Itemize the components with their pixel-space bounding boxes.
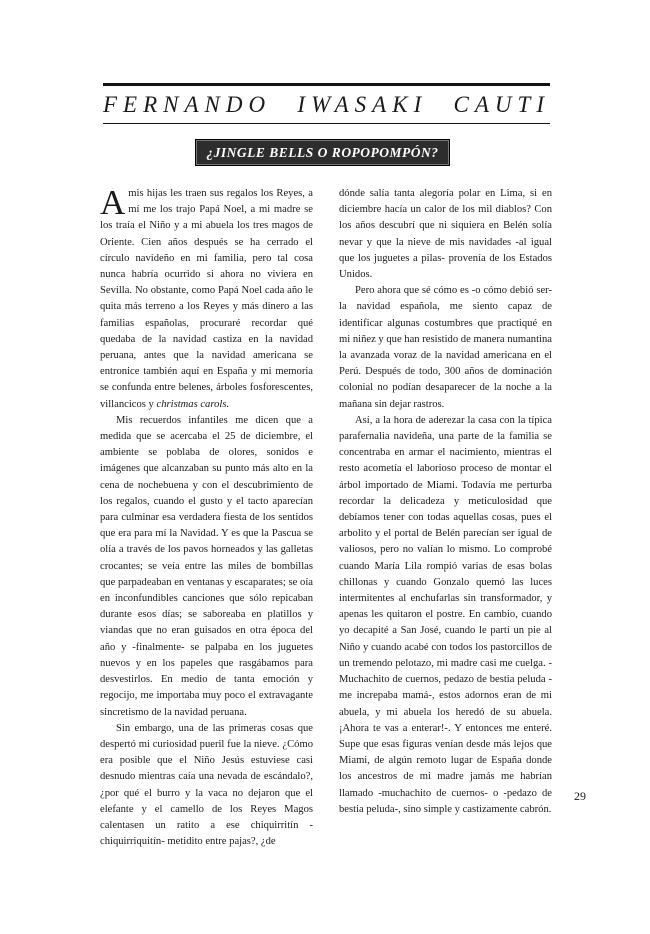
italic-phrase: christmas carols. bbox=[156, 398, 230, 410]
page-number: 29 bbox=[574, 789, 586, 803]
paragraph bbox=[100, 183, 313, 413]
paragraph: dónde salía tanta alegoría polar en Lima, si en diciembre hacía un calor de los mil diablos? Con los años descubrí que ni siquiera en Belén solía nevar y que la nieve de mis navidades -al igual que los juguetes a pilas- provenía de los Estados Unidos. bbox=[339, 188, 552, 281]
paragraph: Sin embargo, una de las primeras cosas que despertó mi curiosidad pueril fue la nieve. ¿Cómo era posible que el Niño Jesús estuviese casi desnudo mientras caía una nevada de escándalo?, ¿por qué el burro y la vaca no dejaron que el elefante y el camello de los Reyes Magos calentasen un ratito a ese chiquirritín -chiquirriquitín- metidito entre pajas?, ¿de bbox=[100, 722, 313, 848]
article-title: ¿JINGLE BELLS O ROPOPOMPÓN? bbox=[195, 139, 450, 166]
paragraph: Así, a la hora de aderezar la casa con la típica parafernalia navideña, una parte de la familia se concentraba en armar el nacimiento, mientras el resto acometía el laborioso proceso de montar el árbol importado de Miami. Todavía me perturba recordar la delicadeza y meticulosidad que debíamos tener con todas aquellas cosas, pues el arbolito y el portal de Belén parecían ser igual de valiosos, pero no valían lo mismo. Lo comprobé cuando María Lila rompió varias de esas bolas chillonas y cuando Gonzalo quemó las luces intermitentes al enchufarlas sin transformador, y apenas les quitaron el postre. En cambio, cuando yo decapité a San José, cuando le partí un pie al Niño y cuando acabé con todos los pastorcillos de un tremendo pelotazo, mi madre casi me cuelga. -Muchachito de cuernos, pedazo de bestia peluda -me increpaba mamá-, estos adornos eran de mi abuela, y mi abuela los heredó de su abuela. ¡Ahora te vas a enterar!-. Y entonces me enteré. Supe que esas figuras venían desde más lejos que Miami, de algún remoto lugar de España donde los ancestros de mi madre jamás me habrían llamado -muchachito de cuernos- o -pedazo de bestia peluda-, sino simple y castizamente cabrón. bbox=[339, 414, 552, 815]
header-rule-top bbox=[103, 83, 550, 86]
author-name bbox=[103, 92, 550, 118]
author-surname-1: IWASAKI bbox=[297, 92, 428, 117]
author-first-name: FERNANDO bbox=[103, 92, 272, 117]
paragraph: Mis recuerdos infantiles me dicen que a medida que se acercaba el 25 de diciembre, el ambiente se poblaba de olores, sonidos e imágenes que alcanzaban su punto más alto en la cena de nochebuena y con el descubrimiento de los regalos, cuando el gusto y el tacto aparecían para culminar esa verdadera fiesta de los sentidos que era para mí la Navidad. Y es que la Pascua se olía a través de los pavos horneados y las galletas crocantes; se veía entre las miles de bombillas que parpadeaban en ventanas y escaparates; se oía en inconfundibles canciones que sólo repicaban durante esos días; se saboreaba en platillos y viandas que no eran guisados en otra época del año y -finalmente- se palpaba en los juguetes nuevos y en los papeles que rasgábamos para desvestirlos. En medio de tanta emoción y regocijo, me importaba muy poco el extravagante sincretismo de la navidad peruana. bbox=[100, 414, 313, 718]
column-left bbox=[100, 183, 313, 850]
drop-cap: A bbox=[100, 183, 126, 222]
paragraph-text: mis hijas les traen sus regalos los Reyes, a mí me los trajo Papá Noel, a mi madre se los traía el Niño y a mi abuela los tres magos de Oriente. Cien años después se ha cerrado el círculo navideño en mi familia, pero tal cosa nunca habría ocurrido si ahora no viviera en Sevilla. No obstante, como Papá Noel cada año le quita más terreno a los Reyes y más dinero a las familias españolas, procuraré recordar qué quedaba de la navidad castiza en la navidad peruana, antes que la navidad americana se entronice también aquí en España y mi memoria se confunda entre belenes, árboles fosforescentes, villancicos y bbox=[100, 188, 313, 410]
header-rule-bottom bbox=[103, 123, 550, 124]
column-right bbox=[339, 186, 552, 818]
author-surname-2: CAUTI bbox=[453, 92, 550, 117]
paragraph: Pero ahora que sé cómo es -o cómo debió ser- la navidad española, me siento capaz de identificar algunas costumbres que practiqué en mi niñez y que han resistido de manera numantina la avanzada voraz de la navidad americana en el Perú. Después de todo, 300 años de dominación colonial no podían desaparecer de la noche a la mañana sin dejar rastros. bbox=[339, 285, 552, 410]
